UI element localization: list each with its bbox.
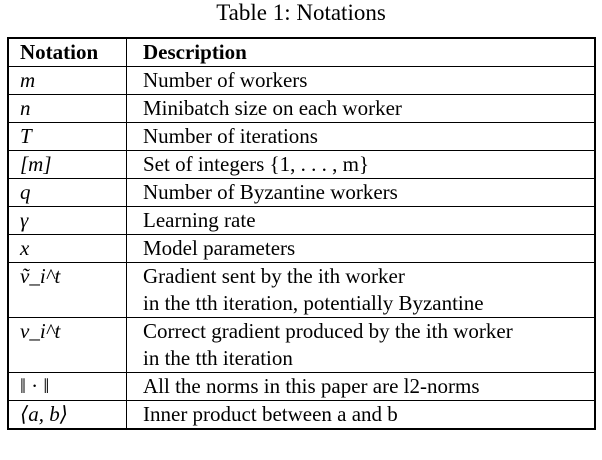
symbol-q: q	[8, 179, 127, 207]
symbol-set-m: [m]	[8, 151, 127, 179]
description-cell: Number of workers	[127, 67, 596, 95]
description-cell: All the norms in this paper are l2-norms	[127, 373, 596, 401]
symbol-v-tilde: ṽ_i^t	[8, 263, 127, 318]
description-line: Correct gradient produced by the ith worker	[143, 319, 513, 343]
table-row	[8, 263, 595, 318]
description-cell: Inner product between a and b	[127, 401, 596, 430]
symbol-T: T	[8, 123, 127, 151]
table-row	[8, 235, 595, 263]
table-row	[8, 179, 595, 207]
symbol-gamma: γ	[8, 207, 127, 235]
description-cell: Set of integers {1, . . . , m}	[127, 151, 596, 179]
description-cell: Model parameters	[127, 235, 596, 263]
description-cell: Minibatch size on each worker	[127, 95, 596, 123]
table-caption: Table 1: Notations	[216, 0, 386, 25]
symbol-x: x	[8, 235, 127, 263]
symbol-norm: ‖ · ‖	[8, 373, 127, 401]
header-notation: Notation	[8, 38, 127, 67]
table-row	[8, 318, 595, 373]
description-line: in the tth iteration, potentially Byzantine	[143, 291, 484, 315]
description-line: Gradient sent by the ith worker	[143, 264, 405, 288]
description-cell	[127, 318, 596, 373]
table-header-row	[8, 38, 595, 67]
table-row	[8, 67, 595, 95]
symbol-inner-product: ⟨a, b⟩	[8, 401, 127, 430]
table-row	[8, 207, 595, 235]
description-cell: Number of Byzantine workers	[127, 179, 596, 207]
table-row	[8, 373, 595, 401]
description-cell: Learning rate	[127, 207, 596, 235]
table-row	[8, 401, 595, 430]
description-cell: Number of iterations	[127, 123, 596, 151]
table-row	[8, 95, 595, 123]
description-cell	[127, 263, 596, 318]
symbol-n: n	[8, 95, 127, 123]
description-line: in the tth iteration	[143, 346, 293, 370]
notations-table	[7, 37, 596, 430]
table-row	[8, 123, 595, 151]
symbol-v: v_i^t	[8, 318, 127, 373]
table-row	[8, 151, 595, 179]
symbol-m: m	[8, 67, 127, 95]
header-description: Description	[127, 38, 596, 67]
